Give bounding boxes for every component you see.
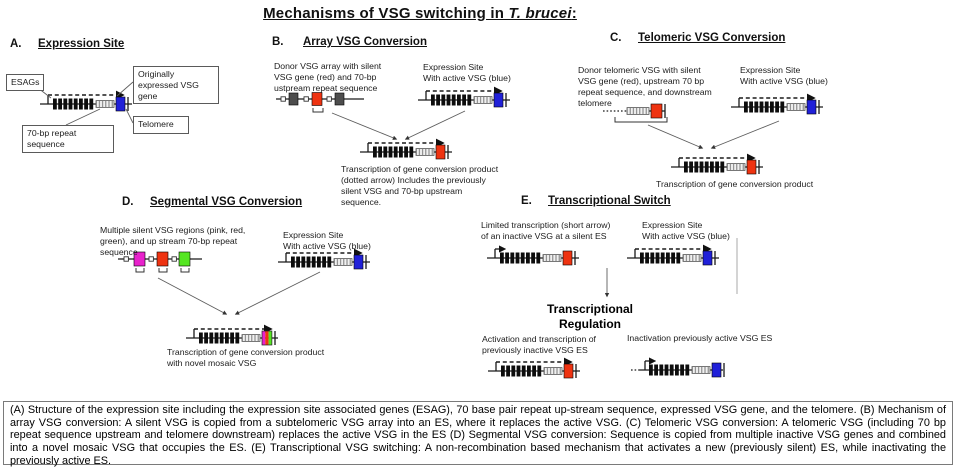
conversion-product-diagram-c (671, 158, 763, 174)
active-vsg-box (354, 255, 363, 269)
donor-caption-c: Donor telomeric VSG with silent VSG gene (red), upstream 70 bp repeat sequence, and downstream telomere (578, 65, 712, 109)
silent-vsg-box (563, 251, 572, 265)
regulation-line1: Transcriptional (546, 302, 634, 316)
expression-site-diagram-a (40, 95, 132, 111)
panel-d-label: D. (122, 196, 134, 208)
es-caption-e-line1: Expression Site (642, 220, 703, 230)
mosaic-product-diagram-d (186, 329, 278, 345)
conversion-arrows-b (332, 111, 465, 139)
es-caption-d-line1: Expression Site (283, 230, 344, 240)
activated-es-diagram-e (488, 362, 580, 378)
es-caption-c (740, 65, 844, 87)
originally-expressed-callout: Originally expressed VSG gene (133, 66, 219, 104)
product-caption-b: Transcription of gene conversion product (dotted arrow) Includes the previously silent VSG and 70-bp upstream sequence. (341, 164, 499, 208)
es-caption-c-line2: With active VSG (blue) (740, 76, 828, 87)
inactivated-es-diagram-e (631, 361, 724, 377)
active-vsg-box (703, 251, 712, 265)
silent-vsg-box (564, 364, 573, 378)
es-caption-b (423, 62, 527, 84)
donor-array-diagram-b (276, 93, 364, 113)
es-caption-d (283, 230, 387, 252)
mosaic-vsg-red (265, 331, 268, 345)
product-caption-d: Transcription of gene conversion product with novel mosaic VSG (167, 347, 325, 369)
silent-caption-e: Limited transcription (short arrow) of an inactive VSG at a silent ES (481, 220, 611, 242)
figure-title (150, 5, 690, 22)
telomere-callout: Telomere (133, 116, 189, 134)
regulation-line2: Regulation (559, 317, 621, 331)
es-caption-d-line2: With active VSG (blue) (283, 241, 371, 252)
title-text: Mechanisms of VSG switching in (263, 5, 509, 22)
expression-site-diagram-c (731, 98, 823, 114)
conversion-arrows-c (648, 121, 779, 148)
panel-a-label: A. (10, 38, 22, 50)
silent-es-diagram-e (487, 249, 579, 265)
product-caption-c: Transcription of gene conversion product (656, 179, 814, 189)
mosaic-vsg-pink (262, 331, 265, 345)
title-colon: : (571, 5, 577, 22)
es-caption-e (642, 220, 748, 242)
activation-caption-e: Activation and transcription of previously inactive VSG ES (482, 334, 596, 356)
panel-d-heading: Segmental VSG Conversion (150, 196, 303, 208)
active-vsg-box (116, 97, 125, 111)
conversion-arrows-d (158, 272, 320, 314)
active-vsg-box (807, 100, 816, 114)
conversion-product-diagram-b (360, 143, 452, 159)
panel-c-heading: Telomeric VSG Conversion (638, 32, 786, 44)
expression-site-diagram-d (278, 253, 370, 269)
es-caption-b-line2: With active VSG (blue) (423, 73, 511, 84)
inactivation-caption-e: Inactivation previously active VSG ES (627, 333, 773, 343)
title-species: T. brucei (508, 5, 572, 22)
silent-vsg-box (747, 160, 756, 174)
es-caption-e-line2: With active VSG (blue) (642, 231, 730, 242)
panel-b-heading: Array VSG Conversion (303, 36, 427, 48)
es-caption-c-line1: Expression Site (740, 65, 801, 75)
es-caption-b-line1: Expression Site (423, 62, 484, 72)
panel-e-label: E. (521, 195, 532, 207)
donor-caption-b: Donor VSG array with silent VSG gene (red) and 70-bp ustpream repeat sequence (274, 61, 382, 94)
active-vsg-box (712, 363, 721, 377)
panel-c-label: C. (610, 32, 622, 44)
mosaic-vsg-green (269, 331, 272, 345)
active-es-diagram-e (627, 249, 719, 265)
active-vsg-box (494, 93, 503, 107)
expression-site-diagram-b (418, 91, 510, 107)
repeat-sequence-callout: 70-bp repeat sequence (22, 125, 114, 153)
esags-callout: ESAGs (6, 74, 44, 91)
silent-vsg-box (312, 93, 322, 106)
panel-a-heading: Expression Site (38, 38, 125, 50)
transcriptional-regulation-label (536, 302, 644, 332)
panel-e-heading: Transcriptional Switch (548, 195, 671, 207)
figure-legend: (A) Structure of the expression site including the expression site associated genes (ESAG), 70 base pair repeat up-stream sequence, expressed VSG gene, and the telomere. (B) Mechanism of array VSG conversion: A silent VSG is copied from a subtelomeric VSG array into an ES, where it replaces the active VSG. (C) Telomeric VSG conversion: A telomeric VSG (including 70 bp repeat sequence upstream and telomere downstream) replaces the active VSG in the ES (D) Segmental VSG conversion: Sequence is copied from multiple inactive VSG genes and combined into a novel mosaic VSG that occupies the ES. (E) Transcriptional VSG switching: A non-recombination based mechanism that activates a new (previously silent) ES, while inactivating the previously active ES. (3, 401, 953, 465)
donor-caption-d: Multiple silent VSG regions (pink, red, green), and up stream 70-bp repeat sequence (100, 225, 246, 258)
panel-b-label: B. (272, 36, 284, 48)
silent-vsg-box (436, 145, 445, 159)
